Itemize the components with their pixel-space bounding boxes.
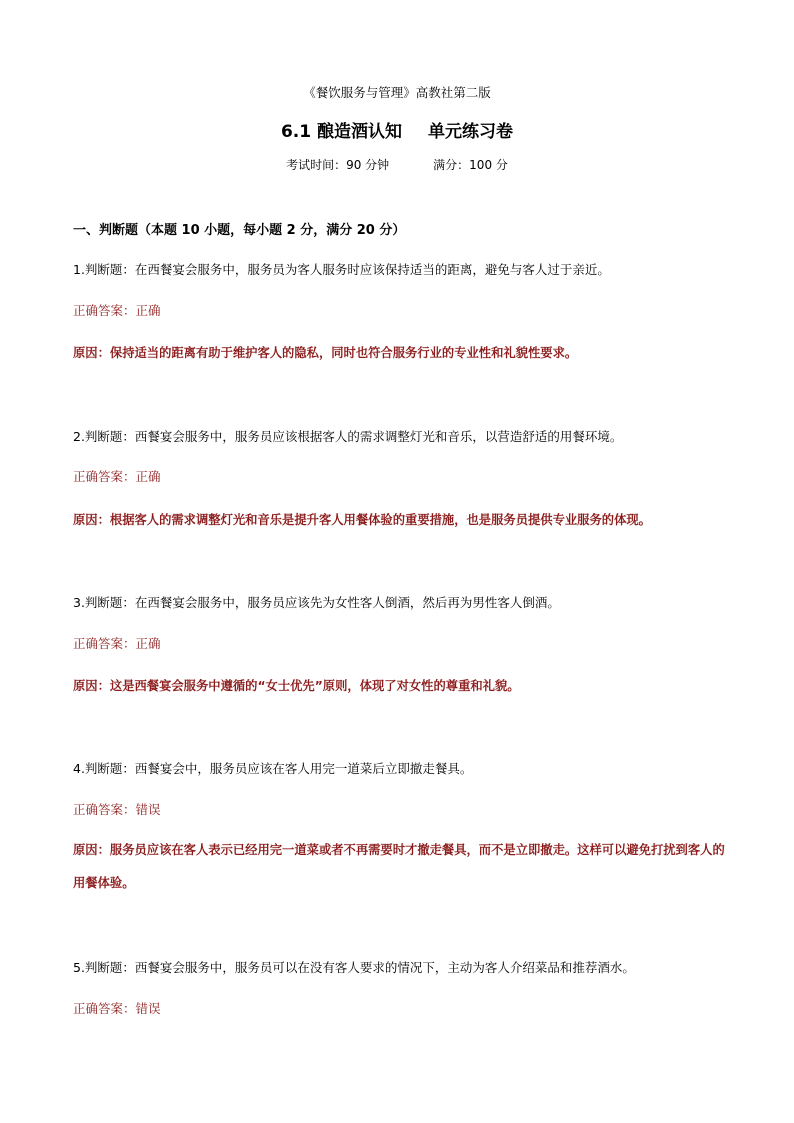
book-title: 《餐饮服务与管理》高教社第二版 [303, 85, 491, 100]
unit-name: 单元练习卷 [428, 122, 514, 142]
question-2-text: 2.判断题：西餐宴会服务中，服务员应该根据客人的需求调整灯光和音乐，以营造舒适的用餐环境。 [73, 429, 623, 444]
exam-time: 考试时间：90 分钟 [286, 158, 390, 172]
question-5-answer: 正确答案：错误 [73, 1001, 161, 1016]
question-2-answer: 正确答案：正确 [73, 469, 161, 484]
question-3-answer: 正确答案：正确 [73, 636, 161, 651]
question-3-text: 3.判断题：在西餐宴会服务中，服务员应该先为女性客人倒酒，然后再为男性客人倒酒。 [73, 595, 560, 610]
question-3-reason: 原因：这是西餐宴会服务中遵循的“女士优先”原则，体现了对女性的尊重和礼貌。 [73, 679, 520, 693]
section-heading: 一、判断题（本题 10 小题，每小题 2 分，满分 20 分） [73, 223, 406, 238]
question-1-answer: 正确答案：正确 [73, 303, 161, 318]
unit-title [0, 117, 794, 142]
exam-info [0, 156, 794, 173]
question-2-reason: 原因：根据客人的需求调整灯光和音乐是提升客人用餐体验的重要措施，也是服务员提供专业服务的体现。 [73, 513, 651, 527]
question-4-reason: 原因：服务员应该在客人表示已经用完一道菜或者不再需要时才撤走餐具，而不是立即撤走。这样可以避免打扰到客人的用餐体验。 [73, 843, 725, 890]
full-score: 满分：100 分 [433, 158, 508, 172]
question-4-text: 4.判断题：西餐宴会中，服务员应该在客人用完一道菜后立即撤走餐具。 [73, 761, 473, 776]
question-1-reason: 原因：保持适当的距离有助于维护客人的隐私，同时也符合服务行业的专业性和礼貌性要求。 [73, 346, 578, 360]
question-4-answer: 正确答案：错误 [73, 802, 161, 817]
question-5-text: 5.判断题：西餐宴会服务中，服务员可以在没有客人要求的情况下，主动为客人介绍菜品和推荐酒水。 [73, 960, 635, 975]
unit-code: 6.1 酿造酒认知 [280, 122, 403, 142]
question-1-text: 1.判断题：在西餐宴会服务中，服务员为客人服务时应该保持适当的距离，避免与客人过于亲近。 [73, 262, 610, 277]
